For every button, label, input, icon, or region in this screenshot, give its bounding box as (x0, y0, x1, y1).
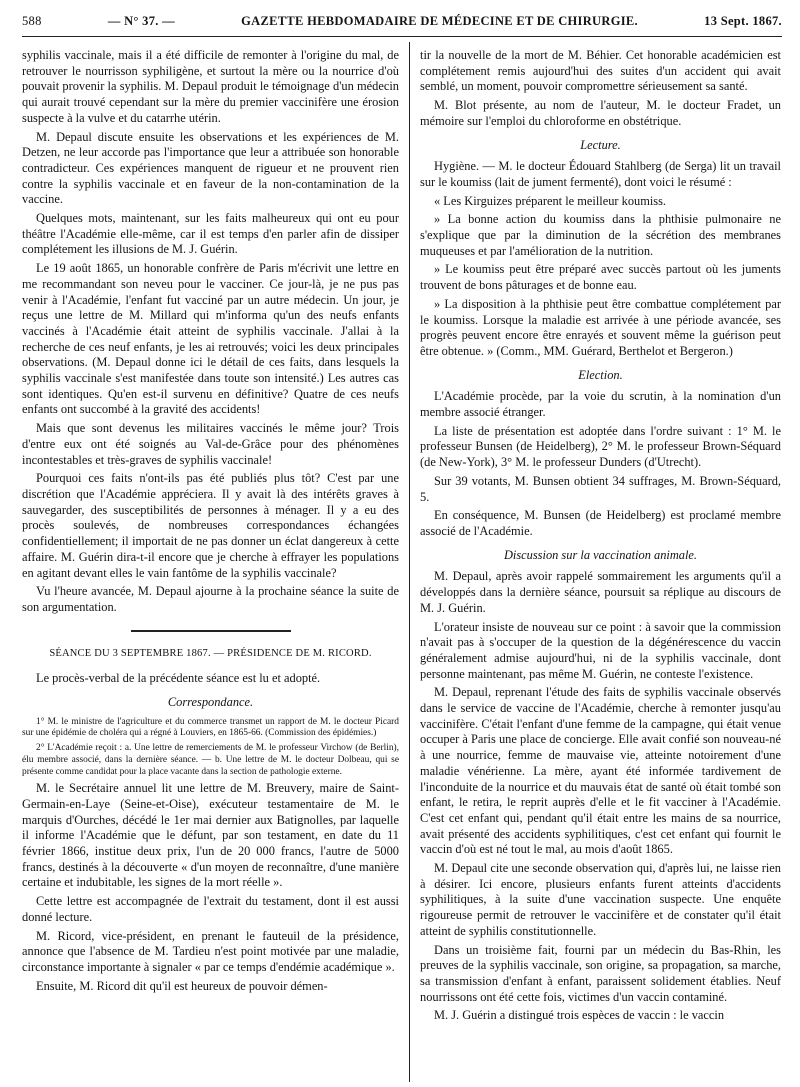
right-column (420, 48, 781, 1080)
paragraph: Vu l'heure avancée, M. Depaul ajourne à la prochaine séance la suite de son argumentation. (22, 584, 399, 614)
section-separator (131, 630, 291, 632)
paragraph: M. Blot présente, au nom de l'auteur, M. le docteur Fradet, un mémoire sur l'emploi du chloroforme en obstétrique. (420, 98, 781, 128)
quote-line: « Les Kirguizes préparent le meilleur koumiss. (434, 193, 667, 208)
paragraph: Pourquoi ces faits n'ont-ils pas été publiés plus tôt? C'est par une discrétion que l'Académie appréciera. Il y avait là des intérêts graves à sauvegarder, des susceptibilités de personnes à ménager. Il y a eu des procès soulevés, de nombreuses correspondances échangées confidentiellement; il importait de ne pas donner un éclat dangereux à cette affaire. M. Guérin dira-t-il encore que je cherche à effrayer les populations en agitant devant elles le vain fantôme de la syphilis vaccinale? (22, 471, 399, 580)
section-title-correspondance: Correspondance. (167, 695, 254, 710)
paragraph: M. le Secrétaire annuel lit une lettre de M. Breuvery, maire de Saint-Germain-en-Laye (Seine-et-Oise), exécuteur testamentaire de M. le marquis d'Ourches, décédé le 1er mai dernier aux Batignolles, par laquelle il informe l'Académie que le défunt, par son testament, en date du 11 février 1866, institue deux prix, l'un de 20 000 francs, l'autre de 5000 francs, destinés à la découverte « d'un moyen de reconnaître, d'une manière certaine et indubitable, les signes de la mort réelle ». (22, 781, 399, 890)
paragraph: L'Académie procède, par la voie du scrutin, à la nomination d'un membre associé étranger. (420, 389, 781, 420)
paragraph: Le procès-verbal de la précédente séance est lu et adopté. (36, 671, 321, 686)
session-heading: SÉANCE DU 3 SEPTEMBRE 1867. — PRÉSIDENCE DE M. RICORD. (49, 647, 372, 659)
small-note: 2° L'Académie reçoit : a. Une lettre de remerciements de M. le professeur Virchow (de Berlin), élu membre associé, dans la dernière séance. — b. Une lettre de M. le docteur Dolbeau, qui se présente comme candidat pour la place vacante dans la section de pathologie externe. (22, 743, 399, 777)
paragraph: M. Depaul discute ensuite les observations et les expériences de M. Detzen, ne leur accorde pas l'importance que leur a attribuée son honorable contradicteur. Ces expériences manquent de rigueur et ne prouvent rien contre la syphilis vaccinale et en faveur de la non-contamination de la vaccine. (22, 129, 399, 207)
paragraph: Quelques mots, maintenant, sur les faits malheureux qui ont eu pour théâtre l'Académie elle-même, car il est temps d'en parler afin de dissiper complétement les illusions de M. J. Guérin. (22, 211, 399, 257)
paragraph: M. Ricord, vice-président, en prenant le fauteuil de la présidence, annonce que l'absence de M. Tardieu n'est point motivée par une maladie, circonstance importante à signaler « par ce temps d'endémie académique ». (22, 928, 399, 974)
paragraph: Ensuite, M. Ricord dit qu'il est heureux de pouvoir démen- (36, 978, 328, 993)
issue-date: 13 Sept. 1867. (704, 13, 782, 28)
paragraph: Hygiène. — M. le docteur Édouard Stahlberg (de Serga) lit un travail sur le koumiss (lait de jument fermenté), dont voici le résumé : (420, 159, 781, 189)
small-note: 1° M. le ministre de l'agriculture et du commerce transmet un rapport de M. le docteur Picard sur une épidémie de choléra qui a régné à Louviers, en 1865-66. (Commission des épidémies.) (22, 716, 399, 739)
paragraph: Dans un troisième fait, fourni par un médecin du Bas-Rhin, les preuves de la syphilis vaccinale, son origine, sa propagation, sa marche, sa transmission d'enfant à enfant, paraissent solidement établies. Neuf nourrissons ont été cette fois, victimes d'un vaccin contaminé. (420, 942, 781, 1004)
paragraph: syphilis vaccinale, mais il a été difficile de remonter à l'origine du mal, de retrouver le nourrisson syphiligène, et surtout la mère ou la nourrice d'où pouvait provenir la syphilis. M. Depaul produit le témoignage d'un médecin qui aurait trouvé cependant sur la mère du premier vaccinifère une érosion suspecte à la vulve et du catarrhe utérin. (22, 48, 399, 125)
journal-title: GAZETTE HEBDOMADAIRE DE MÉDECINE ET DE CHIRURGIE. (241, 13, 638, 28)
paragraph: En conséquence, M. Bunsen (de Heidelberg) est proclamé membre associé de l'Académie. (420, 508, 781, 538)
paragraph: M. Depaul cite une seconde observation qui, d'après lui, ne laisse rien à désirer. Ici encore, plusieurs enfants furent atteints d'accidents syphilitiques, à la suite d'une vaccination suspecte. Une enquête rigoureuse permit de retrouver le vaccinifère et de constater qu'il était atteint de syphilis constitutionnelle. (420, 861, 781, 938)
paragraph: La liste de présentation est adoptée dans l'ordre suivant : 1° M. le professeur Bunsen (de Heidelberg), 2° M. le professeur Brown-Séquard (de New-York), 3° M. le professeur Dunders (d'Utrecht). (420, 423, 781, 470)
paragraph: Cette lettre est accompagnée de l'extrait du testament, dont il est aussi donné lecture. (22, 894, 399, 924)
issue-number: — N° 37. — (107, 13, 175, 28)
quote-line: » La disposition à la phthisie peut être combattue complétement par le koumiss. Lorsque la maladie est arrivée à une période avancée, ses progrès peuvent encore être enrayés et souvent même la guérison peut être obtenue. » (Comm., MM. Guérard, Berthelot et Bergeron.) (420, 296, 781, 358)
quote-line: » La bonne action du koumiss dans la phthisie pulmonaire ne s'explique que par la diminution de la sécrétion des membranes muqueuses et par l'amélioration de la nutrition. (420, 212, 781, 258)
paragraph: Mais que sont devenus les militaires vaccinés le même jour? Trois d'entre eux ont été soignés au Val-de-Grâce pour des phénomènes incontestables et très-graves de syphilis vaccinale! (22, 421, 399, 467)
paragraph: tir la nouvelle de la mort de M. Béhier. Cet honorable académicien est complétement remis aujourd'hui des suites d'un accident qui avait semblé, un moment, pouvoir compromettre sérieusement sa santé. (420, 48, 781, 94)
section-title-discussion: Discussion sur la vaccination animale. (503, 547, 698, 562)
paragraph: M. Depaul, après avoir rappelé sommairement les arguments qu'il a développés dans la dernière séance, poursuit sa réplique au discours de M. J. Guérin. (420, 569, 781, 615)
page-number: 588 (22, 13, 42, 28)
running-header (22, 6, 782, 37)
paragraph: Sur 39 votants, M. Bunsen obtient 34 suffrages, M. Brown-Séquard, 5. (420, 473, 781, 504)
quote-line: » Le koumiss peut être préparé avec succès partout où les juments trouvent de bons pâturages et de bonne eau. (420, 262, 781, 293)
section-title-election: Election. (578, 367, 623, 382)
paragraph: M. J. Guérin a distingué trois espèces de vaccin : le vaccin (434, 1008, 725, 1023)
section-title-lecture: Lecture. (580, 137, 621, 152)
left-column (22, 48, 399, 1080)
column-divider (409, 42, 410, 1082)
paragraph: M. Depaul, reprenant l'étude des faits de syphilis vaccinale observés dans le service de vaccine de l'Académie, cherche à remonter jusqu'au vaccinifère. C'était l'enfant d'une femme de la campagne, qui était venue occuper à Paris une place de concierge. Elle avait confié son nouveau-né à une nourrice, femme de mauvaise vie, atteinte notoirement d'une maladie vénérienne. La mère, ayant été informée tardivement de l'inconduite de la nourrice et du mauvais état de santé où était tombé son enfant, le retira, le reprit auprès d'elle et le fit vacciner à l'Académie. C'est cet enfant qui, pendant qu'il était entre les mains de sa nourrice, avait présenté des accidents syphilitiques, c'est cet enfant qui fournit le vaccin d'où est né tout le mal, au mois d'août 1865. (420, 685, 781, 857)
paragraph: Le 19 août 1865, un honorable confrère de Paris m'écrivit une lettre en me recommandant son neveu pour le vacciner. Ce jour-là, je ne pus pas venir à l'Académie, l'enfant fut vacciné par un autre médecin. Un jour, je reçus une lettre de M. Millard qui m'informa qu'un des neufs enfants vaccinés à l'Académie était atteint de syphilis vaccinale. J'allai à la recherche de ces neuf enfants, je les ai retrouvés; voici les deux principales observations. (M. Depaul donne ici le détail de ces faits, dans lesquels la syphilis vaccinale s'est manifestée dans toute son intensité.) Les autres cas sont identiques. Qu'en est-il survenu en définitive? Quatre de ces neufs enfants ont succombé à la gravité des accidents! (22, 261, 399, 417)
paragraph: L'orateur insiste de nouveau sur ce point : à savoir que la commission n'avait pas à s'occuper de la question de la dégénérescence du vaccin généralement admise aujourd'hui, ni de la syphilis vaccinale, dont personne maintenant, pas même M. Guérin, ne conteste l'existence. (420, 619, 781, 681)
